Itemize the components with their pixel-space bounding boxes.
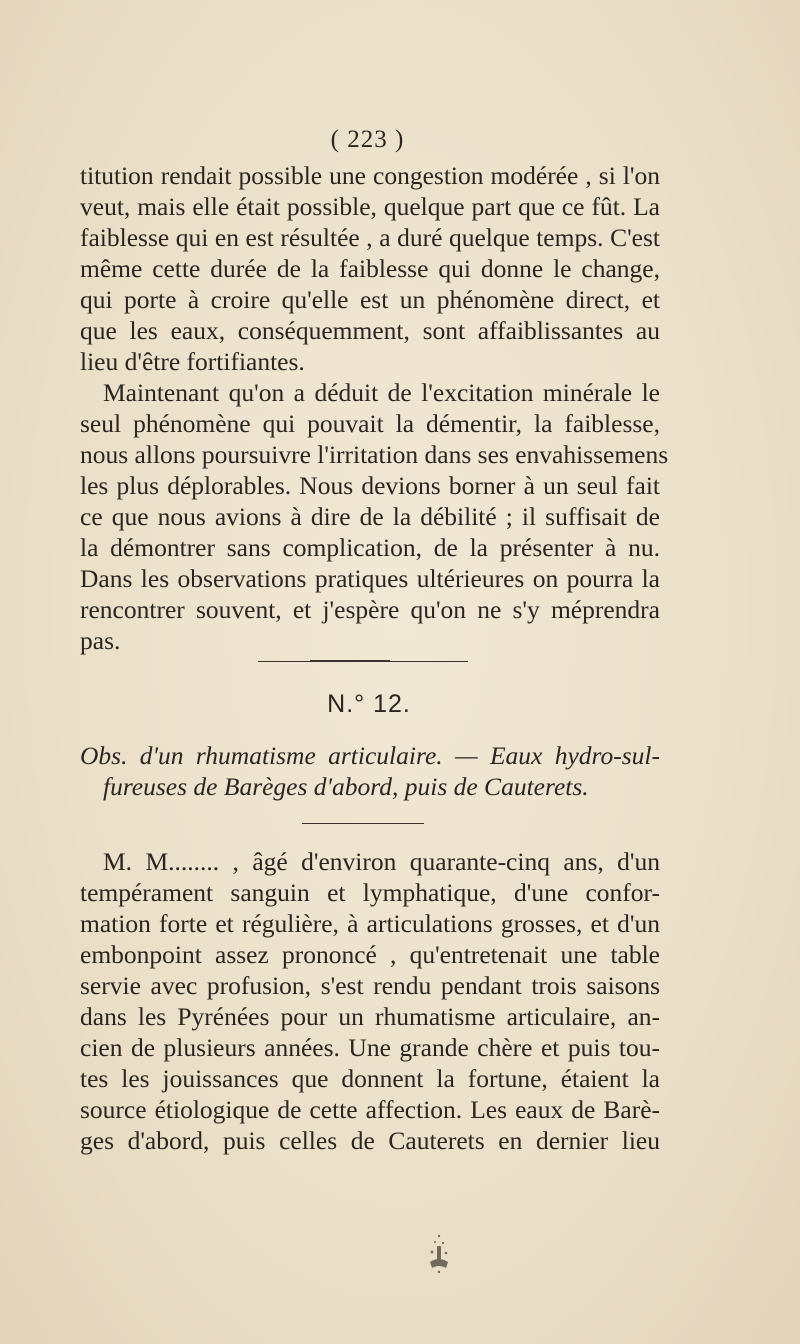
text-line: Dans les observations pratiques ultérieures on pourra la [80,564,660,593]
paragraph-2 [80,377,669,656]
text-line: embonpoint assez prononcé , qu'entretenait une table [80,940,660,969]
page-number: ( 223 ) [330,126,405,153]
text-line: qui porte à croire qu'elle est un phénomène direct, et [80,285,660,314]
text-line: faiblesse qui en est résultée , a duré quelque temps. C'est [80,223,660,252]
text-line: servie avec profusion, s'est rendu pendant trois saisons [80,971,660,1000]
divider-accent [310,660,390,662]
text-line: Maintenant qu'on a déduit de l'excitation minérale le [103,378,660,407]
library-stamp-icon [422,1228,456,1276]
title-line: Obs. d'un rhumatisme articulaire. — Eaux hydro-sul- [80,741,660,770]
text-line: les plus déplorables. Nous devions borner à un seul fait [80,471,660,500]
text-line: rencontrer souvent, et j'espère qu'on ne s'y méprendra [80,595,660,624]
section-divider [258,661,468,662]
text-line: ce que nous avions à dire de la débilité ; il suffisait de [80,502,660,531]
text-line: cien de plusieurs années. Une grande chère et puis tou- [80,1033,660,1062]
text-line: source étiologique de cette affection. Les eaux de Barè- [80,1095,660,1124]
text-line: la démontrer sans complication, de la présenter à nu. [80,533,660,562]
title-line: fureuses de Barèges d'abord, puis de Cauterets. [103,772,589,801]
observation-title [80,738,660,800]
text-line: dans les Pyrénées pour un rhumatisme articulaire, an- [80,1002,660,1031]
text-line: seul phénomène qui pouvait la démentir, la faiblesse, [80,409,660,438]
text-line: M. M........ , âgé d'environ quarante-cinq ans, d'un [103,847,660,876]
paragraph-1 [80,160,660,377]
text-line: titution rendait possible une congestion modérée , si l'on [80,161,660,190]
title-underline-rule [302,823,424,824]
text-line: pas. [80,626,121,655]
text-line: ges d'abord, puis celles de Cauterets en dernier lieu [80,1126,660,1155]
text-line: tempérament sanguin et lymphatique, d'une confor- [80,878,660,907]
text-line: que les eaux, conséquemment, sont affaiblissantes au [80,316,660,345]
text-line: même cette durée de la faiblesse qui donne le change, [80,254,660,283]
text-line: lieu d'être fortifiantes. [80,347,305,376]
section-number: N.° 12. [327,690,411,718]
text-line: veut, mais elle était possible, quelque part que ce fût. La [80,192,660,221]
text-line: nous allons poursuivre l'irritation dans ses envahissemens [80,440,669,469]
paragraph-3 [80,846,660,1156]
text-line: mation forte et régulière, à articulations grosses, et d'un [80,909,660,938]
text-line: tes les jouissances que donnent la fortune, étaient la [80,1064,660,1093]
